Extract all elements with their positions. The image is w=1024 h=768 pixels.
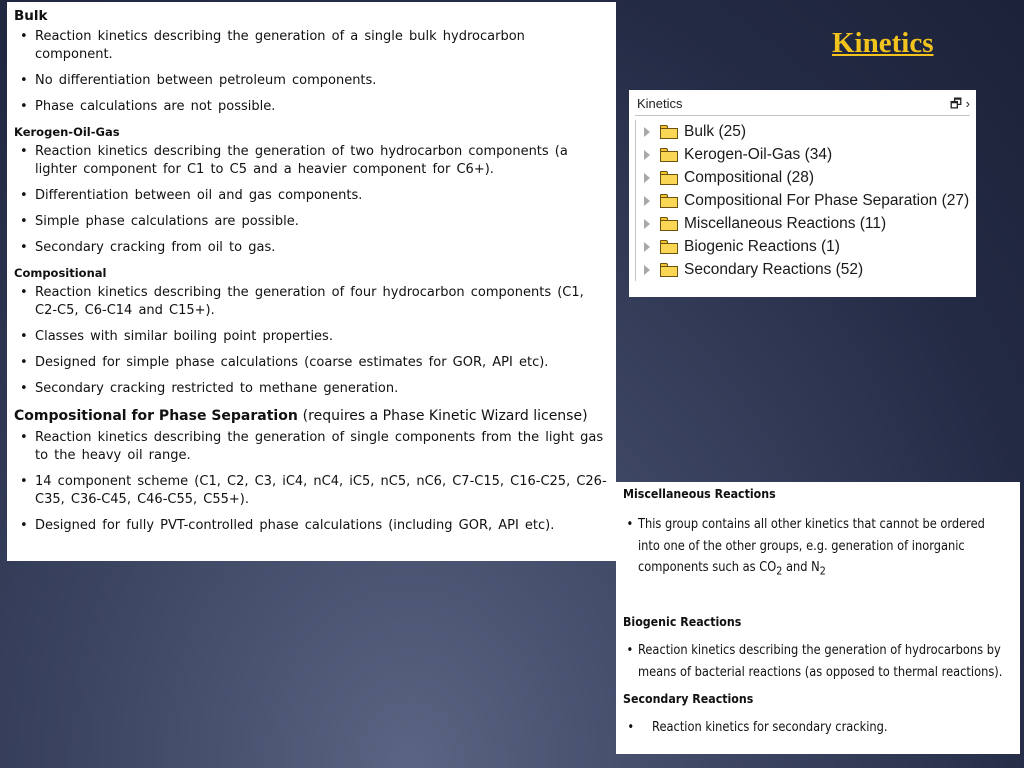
folder-icon [660,263,678,277]
tree-item-biogenic-reactions[interactable] [644,235,970,258]
tree-item-compositional[interactable] [644,166,970,189]
tree-item-kerogen-oil-gas[interactable] [644,143,970,166]
tree-item-label: Secondary Reactions (52) [684,260,864,278]
expand-arrow-icon[interactable] [644,150,650,160]
tree-item-secondary-reactions[interactable] [644,258,970,281]
tree-view [635,120,970,281]
folder-icon [660,171,678,185]
list-item: • Reaction kinetics for secondary cracking. [623,717,1012,739]
list-item: • Secondary cracking from oil to gas. [14,239,608,257]
kinetics-description-panel [7,2,616,561]
list-item [623,640,1012,683]
expand-arrow-icon[interactable] [644,242,650,252]
expand-arrow-icon[interactable] [644,173,650,183]
tree-item-label: Kerogen-Oil-Gas (34) [684,145,833,163]
section-title-compositional: Compositional [14,266,107,280]
tree-item-label: Miscellaneous Reactions (11) [684,214,887,232]
list-item: • Secondary cracking restricted to methane generation. [14,380,608,398]
expand-arrow-icon[interactable] [644,219,650,229]
phase-separation-bullet-list [14,429,608,535]
list-item: • Reaction kinetics describing the generation of a single bulk hydrocarbon component. [14,28,608,64]
chevron-right-icon[interactable]: › [965,96,970,111]
folder-icon [660,194,678,208]
tree-panel-title: Kinetics [637,96,683,111]
list-item: • Reaction kinetics describing the generation of single components from the light gas to the heavy oil range. [14,429,608,465]
list-item: • Reaction kinetics describing the generation of four hydrocarbon components (C1, C2-C5, C6-C14 and C15+). [14,284,608,320]
section-title-secondary: Secondary Reactions [623,692,754,707]
list-item [623,514,1012,582]
expand-arrow-icon[interactable] [644,265,650,275]
bulk-bullet-list [14,28,608,116]
header-icons [950,94,970,114]
list-item: • Reaction kinetics describing the generation of two hydrocarbon components (a lighter component for C1 to C5 and a heavier component for C6+). [14,143,608,179]
section-title-phase-separation [14,406,608,426]
tree-item-label: Compositional For Phase Separation (27) [684,191,970,209]
list-item: • Designed for simple phase calculations (coarse estimates for GOR, API etc). [14,354,608,372]
list-item: • Phase calculations are not possible. [14,98,608,116]
kinetics-tree-panel [629,90,976,297]
folder-icon [660,240,678,254]
folder-icon [660,217,678,231]
tree-item-label: Biogenic Reactions (1) [684,237,840,255]
biogenic-bullet-list [623,640,1014,683]
list-item: • No differentiation between petroleum components. [14,72,608,90]
tree-item-miscellaneous-reactions[interactable] [644,212,970,235]
misc-bullet-list [623,514,1014,582]
kerogen-bullet-list [14,143,608,257]
text-line: components such as CO [637,560,777,575]
tree-item-label: Bulk (25) [684,122,747,140]
text-line: This group contains all other kinetics that cannot be ordered [637,517,985,532]
list-item: • 14 component scheme (C1, C2, C3, iC4, nC4, iC5, nC5, nC6, C7-C15, C16-C25, C26-C35, C36-C45, C46-C55, C55+). [14,473,608,509]
slide-title: Kinetics [832,27,934,59]
text-line: into one of the other groups, e.g. generation of inorganic [637,538,965,554]
text-line: Reaction kinetics describing the generation of hydrocarbons by [637,643,1001,659]
tree-panel-header [635,94,970,116]
secondary-bullet-list [623,717,1014,739]
subscript: 2 [776,564,783,578]
section-title-miscellaneous: Miscellaneous Reactions [623,487,776,501]
license-note: (requires a Phase Kinetic Wizard license) [302,408,588,424]
list-item: • Classes with similar boiling point properties. [14,328,608,346]
restore-window-icon[interactable]: 🗗 [949,96,963,111]
tree-item-bulk[interactable] [644,120,970,143]
subscript: 2 [819,564,826,578]
tree-item-compositional-phase-separation[interactable] [644,189,970,212]
reactions-description-panel [616,482,1020,754]
list-item: • Designed for fully PVT-controlled phase calculations (including GOR, API etc). [14,517,608,535]
list-item: • Simple phase calculations are possible. [14,213,608,231]
section-title-kerogen-oil-gas: Kerogen-Oil-Gas [14,125,120,139]
expand-arrow-icon[interactable] [644,196,650,206]
section-title-bulk: Bulk [14,8,48,24]
text-line: and N [782,560,820,575]
section-title-biogenic: Biogenic Reactions [623,615,742,630]
expand-arrow-icon[interactable] [644,127,650,137]
folder-icon [660,125,678,139]
compositional-bullet-list [14,284,608,398]
text-line: means of bacterial reactions (as opposed to thermal reactions). [637,664,1003,680]
list-item: • Differentiation between oil and gas components. [14,187,608,205]
section-title-text: Compositional for Phase Separation [14,408,298,424]
folder-icon [660,148,678,162]
tree-item-label: Compositional (28) [684,168,815,186]
